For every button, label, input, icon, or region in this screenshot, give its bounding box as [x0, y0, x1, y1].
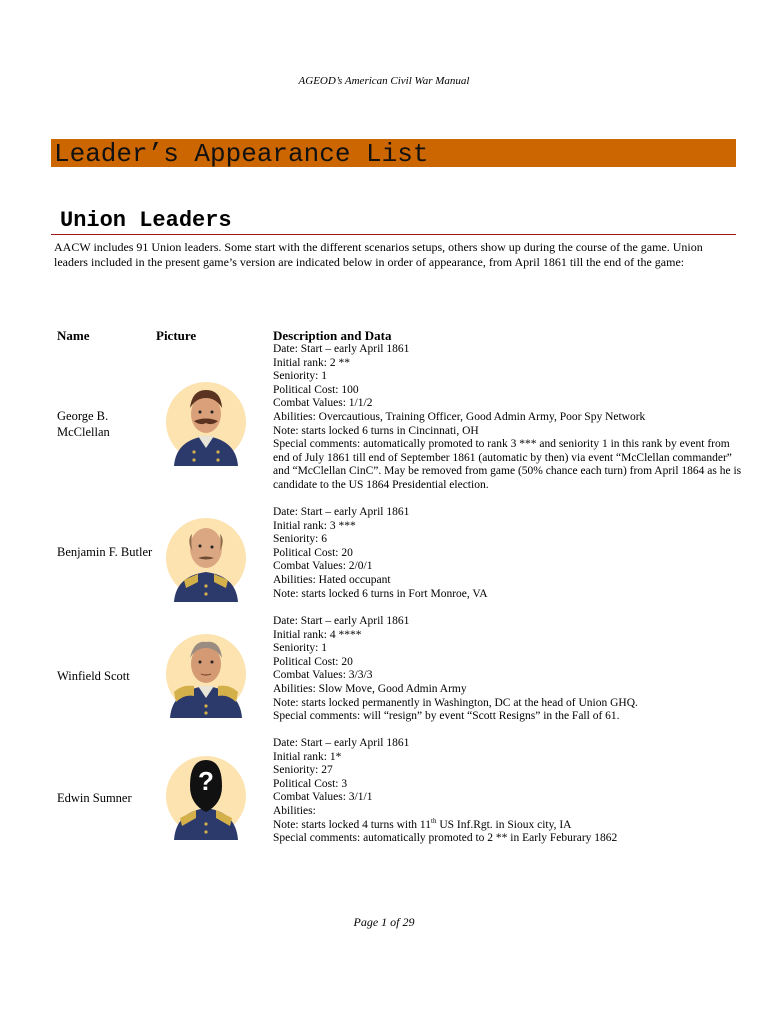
chapter-banner — [51, 139, 736, 167]
mcclellan-portrait-icon — [164, 376, 248, 466]
section-title: Union Leaders — [60, 208, 232, 233]
description-line: Date: Start – early April 1861 — [273, 615, 410, 627]
leader-description — [273, 615, 743, 724]
leader-name: George B. McClellan — [57, 409, 110, 439]
leader-name: Winfield Scott — [57, 669, 130, 683]
description-line: Political Cost: 20 — [273, 655, 353, 668]
description-line: Initial rank: 4 **** — [273, 628, 362, 641]
description-line: Special comments: automatically promoted to rank 3 *** and seniority 1 in this rank by event from end of July 1861 till end of September 1861 (automatic by then) via event “McClellan commander” and “McClellan CinC”. May be removed from game (50% chance each turn) from April 1864 as he is candidate to the US 1864 Presidential election. — [273, 438, 742, 491]
description-line: Abilities: — [273, 804, 316, 817]
description-line: Political Cost: 100 — [273, 383, 359, 396]
description-line: Seniority: 1 — [273, 642, 327, 655]
unknown-leader-portrait-icon — [164, 750, 248, 840]
leader-name: Benjamin F. Butler — [57, 545, 153, 559]
description-line: Political Cost: 3 — [273, 777, 348, 790]
ordinal-suffix: th — [431, 816, 437, 825]
section-divider — [51, 234, 736, 235]
chapter-title: Leader’s Appearance List — [54, 139, 429, 169]
description-line — [273, 816, 743, 833]
description-line: Abilities: Hated occupant — [273, 573, 391, 586]
description-line: Combat Values: 1/1/2 — [273, 397, 373, 410]
description-line: Date: Start – early April 1861 — [273, 343, 410, 355]
description-line: Note: starts locked 6 turns in Fort Monroe, VA — [273, 587, 488, 600]
description-line: Combat Values: 3/1/1 — [273, 791, 373, 804]
description-line: Note: starts locked permanently in Washington, DC at the head of Union GHQ. — [273, 696, 638, 709]
description-line: Special comments: automatically promoted to 2 ** in Early Feburary 1862 — [273, 832, 618, 845]
leader-description — [273, 737, 743, 846]
leader-description — [273, 506, 743, 601]
description-line: Abilities: Slow Move, Good Admin Army — [273, 682, 467, 695]
note-text: Note: starts locked 4 turns with 11 — [273, 818, 431, 831]
column-header-description: Description and Data — [273, 328, 392, 343]
column-header-picture: Picture — [156, 328, 197, 343]
page-footer: Page 1 of 29 — [353, 915, 415, 929]
running-header: AGEOD’s American Civil War Manual — [298, 75, 470, 87]
description-line: Initial rank: 2 ** — [273, 356, 350, 369]
description-line: Date: Start – early April 1861 — [273, 506, 410, 518]
description-line: Initial rank: 3 *** — [273, 519, 356, 532]
intro-paragraph: AACW includes 91 Union leaders. Some start with the different scenarios setups, others show up during the course of the game. Union leaders included in the present game’s version are indicated below in order of appearance, from April 1861 till the end of the game: — [54, 240, 703, 269]
scott-portrait-icon — [164, 628, 248, 718]
description-line: Initial rank: 1* — [273, 750, 342, 763]
leader-name: Edwin Sumner — [57, 791, 132, 805]
svg-text:?: ? — [198, 766, 214, 796]
description-line: Special comments: will “resign” by event “Scott Resigns” in the Fall of 61. — [273, 710, 620, 723]
description-line: Combat Values: 3/3/3 — [273, 669, 373, 682]
description-line: Combat Values: 2/0/1 — [273, 560, 373, 573]
note-text: US Inf.Rgt. in Sioux city, IA — [436, 818, 572, 831]
description-line: Abilities: Overcautious, Training Officer, Good Admin Army, Poor Spy Network — [273, 410, 646, 423]
description-line: Political Cost: 20 — [273, 546, 353, 559]
description-line: Note: starts locked 6 turns in Cincinnati, OH — [273, 424, 479, 437]
butler-portrait-icon — [164, 512, 248, 602]
description-line: Seniority: 1 — [273, 370, 327, 383]
description-line: Seniority: 27 — [273, 764, 333, 777]
description-line: Seniority: 6 — [273, 533, 327, 546]
leader-description — [273, 343, 743, 493]
column-header-name: Name — [57, 328, 90, 343]
description-line: Date: Start – early April 1861 — [273, 737, 410, 749]
